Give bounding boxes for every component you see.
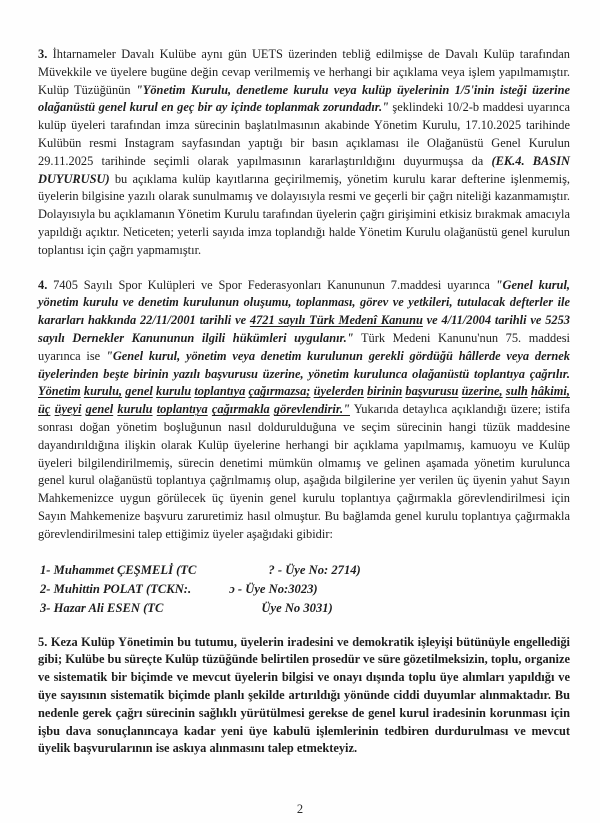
underlined-word: kurulu [156,384,192,399]
text-run: İhtarnameler Davalı Kulübe aynı gün UETS üzerinden tebliğ edilmişse de Davalı Kulüp tarafından Müvekkile ve üyelere bugüne değin cevap verilmemiş ve herhangi bir açıklama veya işlem yapılmamıştır. Kulüp Tüzüğünün [38,47,570,97]
member-number: Üye No 3031) [261,600,333,615]
underlined-word: üzerine, [461,384,503,399]
member-row [40,599,570,618]
page-number: 2 [296,802,304,816]
member-row [40,561,570,580]
underlined-word: genel [85,402,114,417]
redaction-gap [196,573,268,574]
text-run: 3. [38,47,48,61]
text-run: (EK.4. BASIN DUYURUSU) [38,153,570,186]
underlined-word: kurulu, [83,384,123,399]
underlined-word: sulh [505,384,528,399]
document-body [38,46,570,775]
underlined-word: görevlendirir." [273,402,350,417]
underlined-word: üyelerden [313,384,364,399]
text-run: 4721 sayılı Türk Medenî Kanunu [249,313,423,328]
member-row [40,580,570,599]
text-run: "Yönetim Kurulu, denetleme kurulu veya kulüp üyelerinin 1/5'inin isteği üzerine olağanüstü genel kurul en geç bir ay içinde toplanmak zorundadır." [38,82,570,115]
underlined-word: üyeyi [54,402,82,417]
member-number: ? - Üye No: 2714) [268,562,361,577]
text-run: Yukarıda detaylıca açıklandığı üzere; istifa sonrası doğan yönetim boşluğunun nasıl doldurulduğuna ve seçim sürecinin hangi tüzük maddesine dayandırıldığına ilişkin olarak Kulüp üyelerine herhangi bir açıklama yapılmamış, kamuoyu ve Kulüp üyeleri bilgilendirilmemiş, sürecin denetimi mümkün olmamış ve gelinen aşamada yönetim kurulunca genel kurul olağanüstü toplantıya çağrılmamış olup, aşağıda bilgilerine yer verilen üç üyenin yahut Sayın Mahkemenizce uygun görülecek üç üyenin genel kurulu toplantıya çağırmakla görevlendirilmesi için Sayın Mahkemenize başvuru zaruretimiz hasıl olmuştur. Bu bağlamda genel kurulu toplantıya çağırmakla görevlendirilmesini talep ettiğimiz üyeler aşağıdaki gibidir: [38,402,571,541]
text-run: 7405 Sayılı Spor Kulüpleri ve Spor Federasyonları Kanununun 7.maddesi uyarınca [47,277,496,292]
text-run: şeklindeki 10/2-b maddesi uyarınca kulüp üyeleri tarafından imza sürecinin başlatılmasının akabinde Yönetim Kurulu, 17.10.2025 tarihinde Kulübün resmi Instagram sayfasından yaptığı bir basın açıklaması ile Olağanüstü Genel Kurulun 29.11.2025 tarihinde seçimli olarak yapılmasının kararlaştırıldığını duyurmuşsa da [38,100,570,168]
redaction-gap [163,611,261,612]
text-run: Keza Kulüp Yönetimin bu tutumu, üyelerin iradesini ve demokratik işleyişi bütünüyle engellediği gibi; Kulübe bu süreçte Kulüp tüzüğünde belirtilen prosedür ve süre gözetilmeksizin, toplu, organize ve sistematik bir biçimde ve mevcut üyelerin bilgisi ve onayı dışında toplu üye alımları yapıldığı ve üye sayısının sistematik biçimde planlı şekilde artırıldığı yönünde ciddi duyumlar alınmaktadır. Bu nedenle gerek çağrı sürecinin sağlıklı yürütülmesi gerekse de genel kurul iradesinin korunması için işbu dava sonuçlanıncaya kadar yeni üye kabulü işlemlerinin tedbiren durdurulması ve mevcut üyelik başvurularının ise askıya alınmasını talep etmekteyiz. [38,634,570,756]
paragraph-5 [38,634,570,759]
underlined-word: genel [125,384,153,399]
underlined-word: toplantıya [194,384,246,399]
underlined-word: toplantıya [156,402,208,417]
underlined-word: çağırmazsa; [248,384,311,399]
member-name: 2- Muhittin POLAT (TCKN:. [40,581,192,596]
text-run: ve 4/11/2004 tarihli ve 5253 sayılı Dernekler Kanununun ilgili hükümleri uygulanır." [38,313,570,345]
text-run: 4. [38,277,48,292]
text-run: "Genel kurul, yönetim veya denetim kurulunun gerekli gördüğü hâllerde veya dernek üyelerinden beşte birinin yazılı başvurusu üzerine, yönetim kurulunca olağanüstü toplantıya çağrılır. [38,348,570,381]
underlined-word: üç [38,402,51,417]
underlined-word: kurulu [117,402,153,417]
text-run: 5. [38,634,48,649]
redaction-gap [191,592,229,593]
member-name: 1- Muhammet ÇEŞMELİ (TC [40,562,197,577]
text-run: Türk Medeni Kanunu'nun 75. maddesi uyarınca ise [38,330,570,363]
paragraph-3 [38,46,570,260]
underlined-word: başvurusu [405,384,459,399]
member-list [40,561,570,618]
text-run: "Genel kurul, yönetim kurulu ve denetim kurulunun oluşumu, toplanması, görev ve yetkileri, tutulacak defterler ile kararları hakkında 22/11/2001 tarihli ve [38,277,570,328]
underlined-word: hâkimi, [531,384,570,399]
member-number: ɔ - Üye No:3023) [229,581,318,596]
underlined-word: birinin [367,384,403,399]
member-name: 3- Hazar Ali ESEN (TC [40,600,164,615]
underlined-word: çağırmakla [211,402,270,417]
underlined-word: Yönetim [38,384,81,399]
text-run: bu açıklama kulüp kayıtlarına geçirilmemiş, yönetim kurulu karar defterine işlenmemiş, üyelerin bilgisine yazılı olarak sunulmamış ve dolayısıyla resmi ve geçerli bir çağrı niteliği kazanmamıştır. Dolayısıyla bu açıklamanın Yönetim Kurulu tarafından üyelerin çağrı girişimini etkisiz bırakmak amacıyla yapıldığı açıktır. Neticeten; yeterli sayıda imza toplandığı halde Yönetim Kurulu olağanüstü genel kurulun toplantısı için çağrı yapmamıştır. [38,171,570,257]
paragraph-4 [38,277,570,544]
